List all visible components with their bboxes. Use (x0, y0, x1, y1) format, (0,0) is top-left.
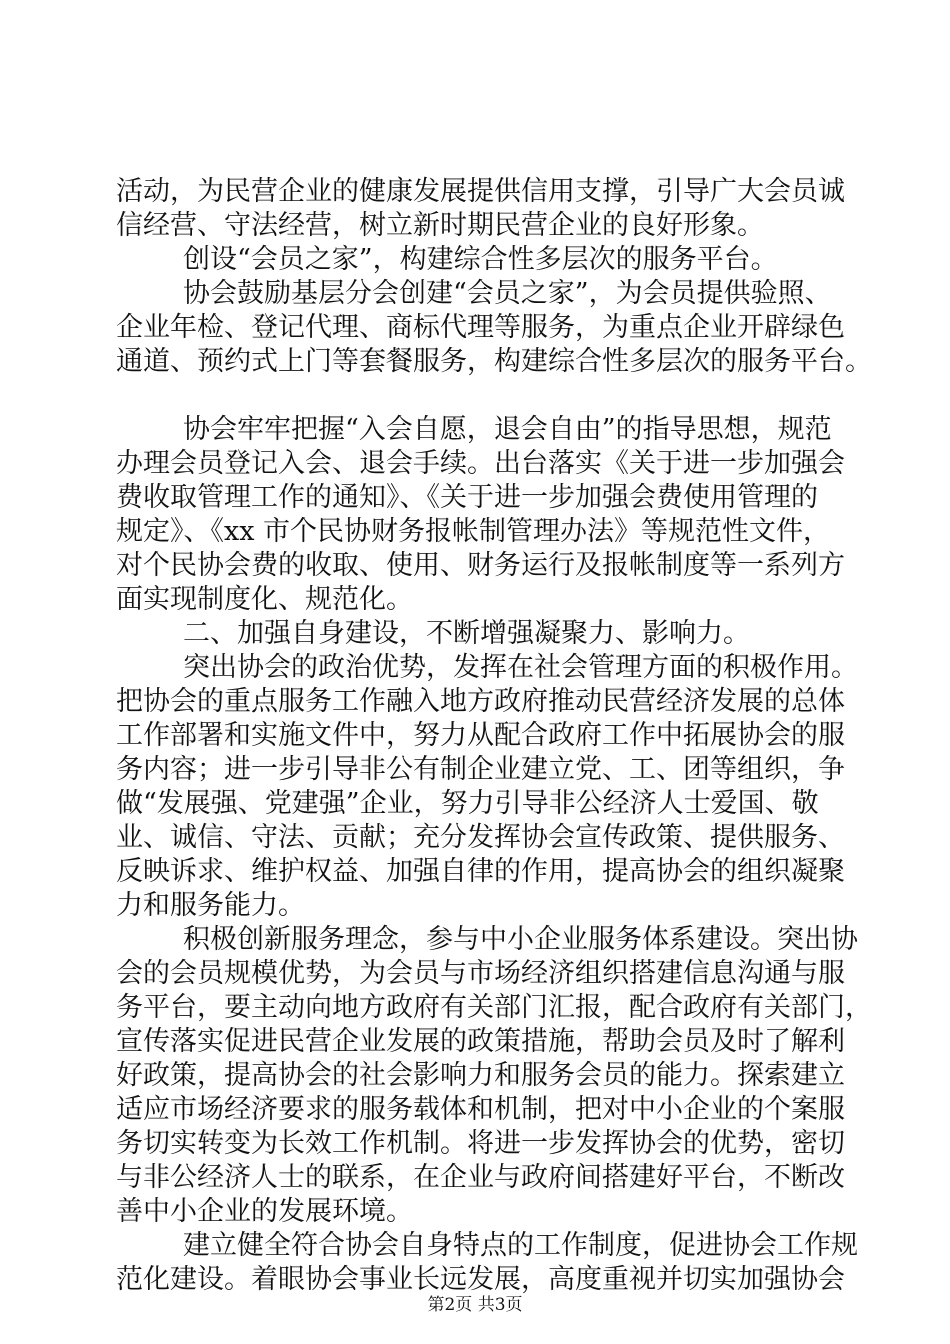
text-line: 务切实转变为长效工作机制。将进一步发挥协会的优势，密切 (116, 1128, 845, 1159)
text-line: 适应市场经济要求的服务载体和机制，把对中小企业的个案服 (116, 1094, 845, 1125)
text-line: 善中小企业的发展环境。 (116, 1196, 413, 1227)
text-line: 建立健全符合协会自身特点的工作制度，促进协会工作规 (183, 1230, 858, 1261)
text-line: 宣传落实促进民营企业发展的政策措施，帮助会员及时了解利 (116, 1026, 845, 1057)
text-line: 业、诚信、守法、贡献；充分发挥协会宣传政策、提供服务、 (116, 822, 845, 853)
text-line: 面实现制度化、规范化。 (116, 584, 413, 615)
text-line: 好政策，提高协会的社会影响力和服务会员的能力。探索建立 (116, 1060, 845, 1091)
text-line: 活动，为民营企业的健康发展提供信用支撑，引导广大会员诚 (116, 176, 845, 207)
text-line: 务内容；进一步引导非公有制企业建立党、工、团等组织，争 (116, 754, 845, 785)
text-line: 办理会员登记入会、退会手续。出台落实《关于进一步加强会 (116, 448, 845, 479)
section-heading: 二、加强自身建设，不断增强凝聚力、影响力。 (183, 618, 750, 649)
text-line: 把协会的重点服务工作融入地方政府推动民营经济发展的总体 (116, 686, 845, 717)
text-line: 协会牢牢把握“入会自愿，退会自由”的指导思想，规范 (183, 414, 832, 445)
page-footer: 第2页 共3页 (427, 1295, 523, 1315)
text-line: 务平台，要主动向地方政府有关部门汇报，配合政府有关部门， (116, 992, 872, 1023)
text-line: 费收取管理工作的通知》、《关于进一步加强会费使用管理的 (116, 482, 818, 513)
text-line: 创设“会员之家”，构建综合性多层次的服务平台。 (183, 244, 778, 275)
text-line: 范化建设。着眼协会事业长远发展，高度重视并切实加强协会 (116, 1264, 845, 1295)
text-line: 规定》、《xx 市个民协财务报帐制管理办法》等规范性文件， (116, 516, 831, 547)
text-line: 工作部署和实施文件中，努力从配合政府工作中拓展协会的服 (116, 720, 845, 751)
text-line: 信经营、守法经营，树立新时期民营企业的良好形象。 (116, 210, 764, 241)
text-line: 对个民协会费的收取、使用、财务运行及报帐制度等一系列方 (116, 550, 845, 581)
text-line: 与非公经济人士的联系，在企业与政府间搭建好平台，不断改 (116, 1162, 845, 1193)
text-line: 突出协会的政治优势，发挥在社会管理方面的积极作用。 (183, 652, 858, 683)
text-line: 通道、预约式上门等套餐服务，构建综合性多层次的服务平台。 (116, 346, 872, 377)
text-line: 力和服务能力。 (116, 890, 305, 921)
text-line: 企业年检、登记代理、商标代理等服务，为重点企业开辟绿色 (116, 312, 845, 343)
text-line: 反映诉求、维护权益、加强自律的作用，提高协会的组织凝聚 (116, 856, 845, 887)
text-line: 会的会员规模优势，为会员与市场经济组织搭建信息沟通与服 (116, 958, 845, 989)
text-line: 协会鼓励基层分会创建“会员之家”，为会员提供验照、 (183, 278, 832, 309)
text-line: 积极创新服务理念，参与中小企业服务体系建设。突出协 (183, 924, 858, 955)
text-line: 做“发展强、党建强”企业，努力引导非公经济人士爱国、敬 (116, 788, 819, 819)
